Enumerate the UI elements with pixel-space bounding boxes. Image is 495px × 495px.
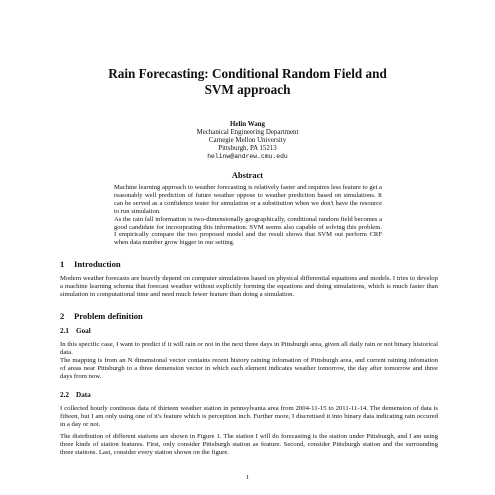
subsection-title: Goal <box>76 327 91 335</box>
title-line-2: SVM approach <box>204 82 291 97</box>
goal-text <box>60 341 438 381</box>
abstract-heading: Abstract <box>231 171 264 180</box>
page-number: 1 <box>245 474 250 481</box>
data-paragraph-2: The distribution of different stations are shown in Figure 1. The station I will do forecasting is the station under Pittsburgh, and I am using three kinds of station features. First, only consider Pittsburgh station as feature. Second, consider Pittsburgh station and the surrounding three stations. Last, consider every station shown on the figure. <box>60 433 438 457</box>
subsection-number: 2.1 <box>60 327 69 335</box>
section-heading-introduction <box>60 259 121 269</box>
abstract-text <box>114 184 382 247</box>
section-number: 2 <box>60 311 65 321</box>
author-email: helinw@andrew.cmu.edu <box>207 153 288 161</box>
section-title: Introduction <box>74 259 121 269</box>
introduction-text <box>60 275 438 299</box>
affiliation-line-2: Carnegie Mellon University <box>208 137 287 145</box>
subsection-title: Data <box>76 391 91 399</box>
affiliation-line-3: Pittsburgh, PA 15213 <box>218 145 277 153</box>
section-title: Problem definition <box>74 311 143 321</box>
data-text <box>60 405 438 457</box>
abstract-paragraph-2: As the rain fall information is two-dimensionally geographically, conditional random field becomes a good candidate for incoorprating this information. SVM seems also capable of solving this problem. I empirically compare the two proposed model and the result shows that SVM out perform CRF when data number grow bigger in our setting. <box>114 215 382 247</box>
subsection-heading-goal <box>60 327 91 335</box>
paper-title <box>60 66 435 98</box>
data-paragraph-1: I collected hourly continous data of thirteen weather station in pennsylvania area from 2004-11-15 to 2011-11-14. The demension of data is fifteen, but I am only using one of it's feature which is perception inch. Further more, I discretised it into binary data indicating rain occured in a day or not. <box>60 405 438 429</box>
introduction-paragraph: Modern weather forecasts are heavily depend on computer simulations based on physical differential equations and models. I tries to develop a machine learning schema that forecast weather without explicitly forming the equations and doing simulations, which is much faster than simulation in computational time and need much fewer feature than doing a simulation. <box>60 275 438 299</box>
goal-paragraph-1: In this specific case, I want to predict if it will rain or not in the next three days in Pittsburgh area, given all daily rain or not binary historical data. <box>60 341 438 357</box>
section-number: 1 <box>60 259 65 269</box>
subsection-number: 2.2 <box>60 391 69 399</box>
title-line-1: Rain Forecasting: Conditional Random Field and <box>108 66 387 81</box>
section-heading-problem-definition <box>60 311 143 321</box>
affiliation-line-1: Mechanical Engineering Department <box>196 129 299 137</box>
abstract-paragraph-1: Machine learning approach to weather forecasting is relatively faster and requires less feature to get a reasonably well prediction of future weather oppose to weather prediction based on simulations. It can be served as a confidence tester for simulation or a substitution when we don't have the resource to run simulation. <box>114 184 382 215</box>
goal-paragraph-2: The mapping is from an N dimensional vector contains recent history raining infomation of Pittsburgh area, and current raining infomation of areas near Pittsburgh to a three demension vector in which each element indicates weather tomorrow, the day after tomorrow and three days from now. <box>60 357 438 381</box>
subsection-heading-data <box>60 391 91 399</box>
author-name: Helin Wang <box>230 121 265 128</box>
author-block <box>100 121 395 161</box>
